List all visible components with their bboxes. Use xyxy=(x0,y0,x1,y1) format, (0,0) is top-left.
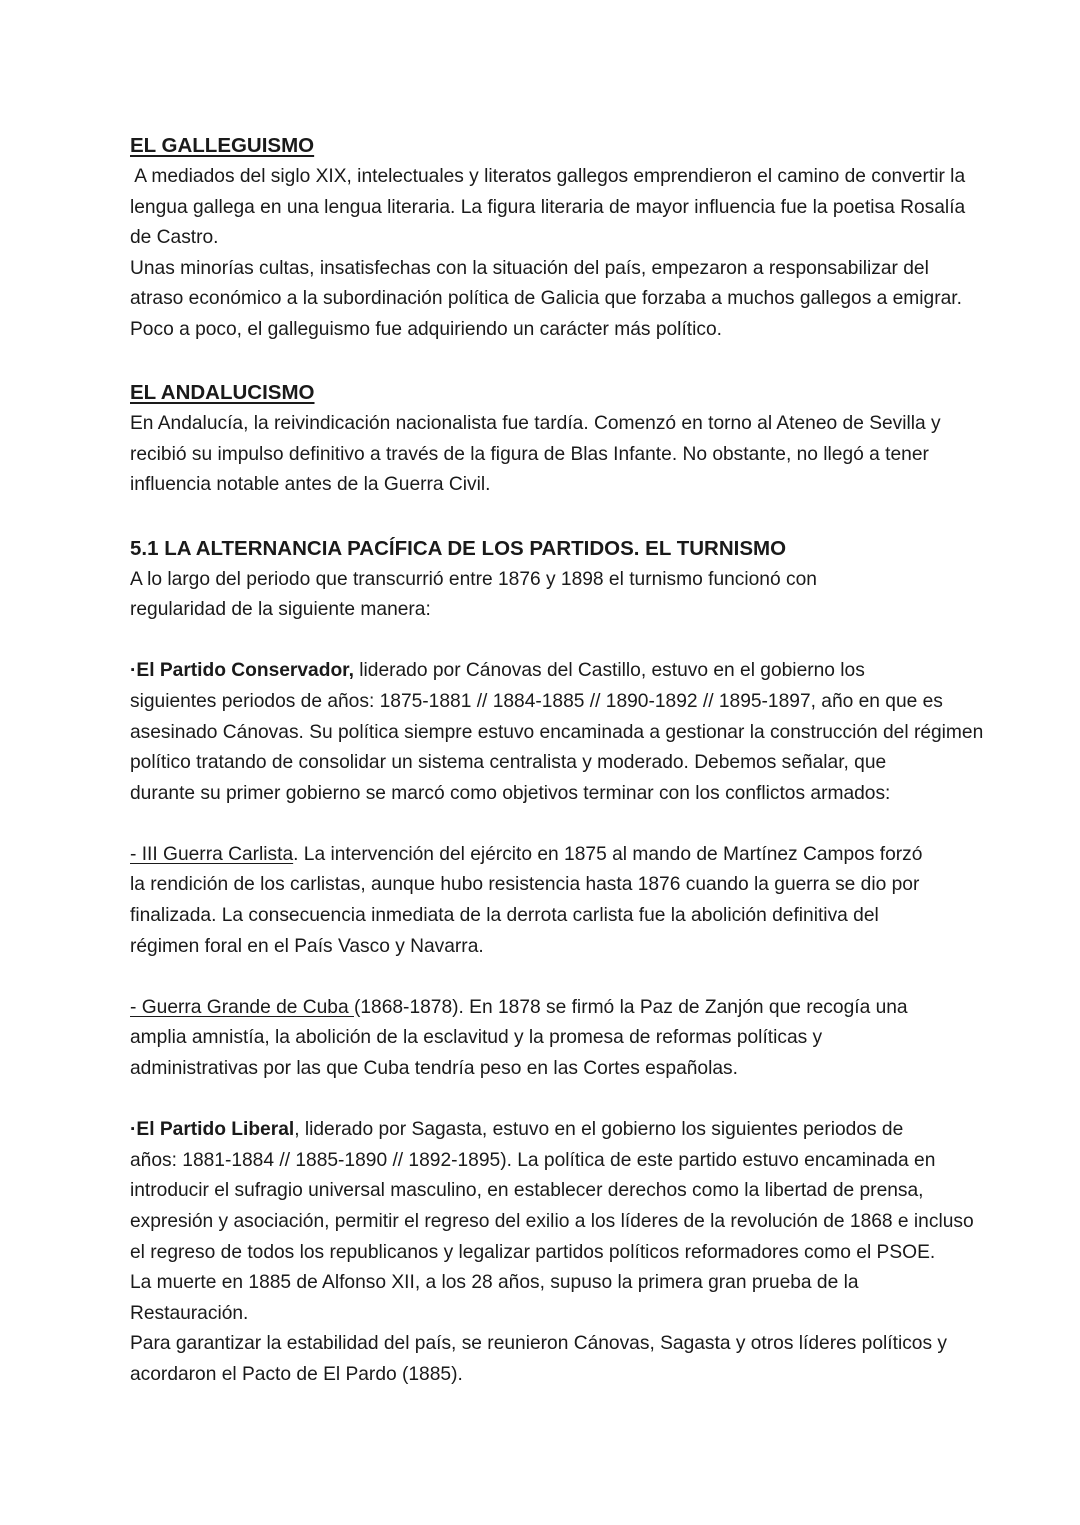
paragraph-line: siguientes periodos de años: 1875-1881 // 1884-1885 // 1890-1892 // 1895-1897, año en que es xyxy=(130,690,943,712)
section-heading-andalucismo: EL ANDALUCISMO xyxy=(130,381,315,405)
section-heading-galleguismo: EL GALLEGUISMO xyxy=(130,134,315,157)
section-heading-turnismo: 5.1 LA ALTERNANCIA PACÍFICA DE LOS PARTIDOS. EL TURNISMO xyxy=(130,536,787,560)
paragraph-text: liderado por Cánovas del Castillo, estuvo en el gobierno los xyxy=(353,660,865,682)
subheading-label: - III Guerra Carlista xyxy=(130,843,294,865)
party-name: El Partido Conservador, xyxy=(136,660,354,682)
paragraph-line: influencia notable antes de la Guerra Civil. xyxy=(130,474,491,496)
paragraph-text: (1868-1878). En 1878 se firmó la Paz de Zanjón que recogía una xyxy=(353,996,908,1018)
paragraph-line: En Andalucía, la reivindicación nacionalista fue tardía. Comenzó en torno al Ateneo de Sevilla y xyxy=(130,413,941,435)
paragraph-line: Restauración. xyxy=(130,1302,249,1324)
paragraph-line: lengua gallega en una lengua literaria. La figura literaria de mayor influencia fue la poetisa Rosalía xyxy=(130,196,966,218)
document-page xyxy=(130,129,1010,1391)
carlista-first-line xyxy=(130,840,1010,871)
bullet: · xyxy=(130,660,137,682)
paragraph-line: la rendición de los carlistas, aunque hubo resistencia hasta 1876 cuando la guerra se dio por xyxy=(130,874,920,896)
paragraph-line: Unas minorías cultas, insatisfechas con la situación del país, empezaron a responsabilizar del xyxy=(130,257,929,279)
paragraph-line: acordaron el Pacto de El Pardo (1885). xyxy=(130,1363,463,1385)
liberal-first-line xyxy=(130,1115,1010,1146)
paragraph-line: el regreso de todos los republicanos y legalizar partidos políticos reformadores como el PSOE. xyxy=(130,1241,936,1263)
subheading-label: - Guerra Grande de Cuba xyxy=(130,996,354,1018)
paragraph-line: asesinado Cánovas. Su política siempre estuvo encaminada a gestionar la construcción del régimen xyxy=(130,721,984,743)
paragraph-line: recibió su impulso definitivo a través de la figura de Blas Infante. No obstante, no llegó a tener xyxy=(130,443,929,465)
paragraph-line: administrativas por las que Cuba tendría peso en las Cortes españolas. xyxy=(130,1058,738,1080)
paragraph-line: atraso económico a la subordinación política de Galicia que forzaba a muchos gallegos a emigrar. xyxy=(130,288,962,310)
paragraph-text: , liderado por Sagasta, estuvo en el gobierno los siguientes periodos de xyxy=(294,1119,904,1141)
paragraph-line: de Castro. xyxy=(130,227,219,249)
paragraph-line: A lo largo del periodo que transcurrió entre 1876 y 1898 el turnismo funcionó con xyxy=(130,568,817,590)
paragraph-line: años: 1881-1884 // 1885-1890 // 1892-1895). La política de este partido estuvo encaminada en xyxy=(130,1149,936,1171)
paragraph-line: Poco a poco, el galleguismo fue adquiriendo un carácter más político. xyxy=(130,318,722,340)
paragraph-line: expresión y asociación, permitir el regreso del exilio a los líderes de la revolución de 1868 e incluso xyxy=(130,1211,974,1232)
paragraph-line: regularidad de la siguiente manera: xyxy=(130,599,431,621)
paragraph-line: A mediados del siglo XIX, intelectuales y literatos gallegos emprendieron el camino de convertir la xyxy=(130,166,966,187)
paragraph-line: durante su primer gobierno se marcó como objetivos terminar con los conflictos armados: xyxy=(130,782,891,804)
bullet: · xyxy=(130,1119,137,1141)
paragraph-line: amplia amnistía, la abolición de la esclavitud y la promesa de reformas políticas y xyxy=(130,1027,823,1049)
party-name: El Partido Liberal xyxy=(136,1119,295,1141)
paragraph-line: La muerte en 1885 de Alfonso XII, a los 28 años, supuso la primera gran prueba de la xyxy=(130,1272,859,1294)
paragraph-line: finalizada. La consecuencia inmediata de la derrota carlista fue la abolición definitiva del xyxy=(130,905,879,927)
cuba-first-line xyxy=(130,993,1010,1024)
paragraph-text: . La intervención del ejército en 1875 al mando de Martínez Campos forzó xyxy=(293,843,923,865)
paragraph-line: introducir el sufragio universal masculino, en establecer derechos como la libertad de prensa, xyxy=(130,1180,924,1202)
paragraph-line: régimen foral en el País Vasco y Navarra. xyxy=(130,935,484,957)
paragraph-line: Para garantizar la estabilidad del país, se reunieron Cánovas, Sagasta y otros líderes políticos y xyxy=(130,1333,947,1355)
conservador-first-line xyxy=(130,656,1010,687)
paragraph-line: político tratando de consolidar un sistema centralista y moderado. Debemos señalar, que xyxy=(130,752,887,774)
